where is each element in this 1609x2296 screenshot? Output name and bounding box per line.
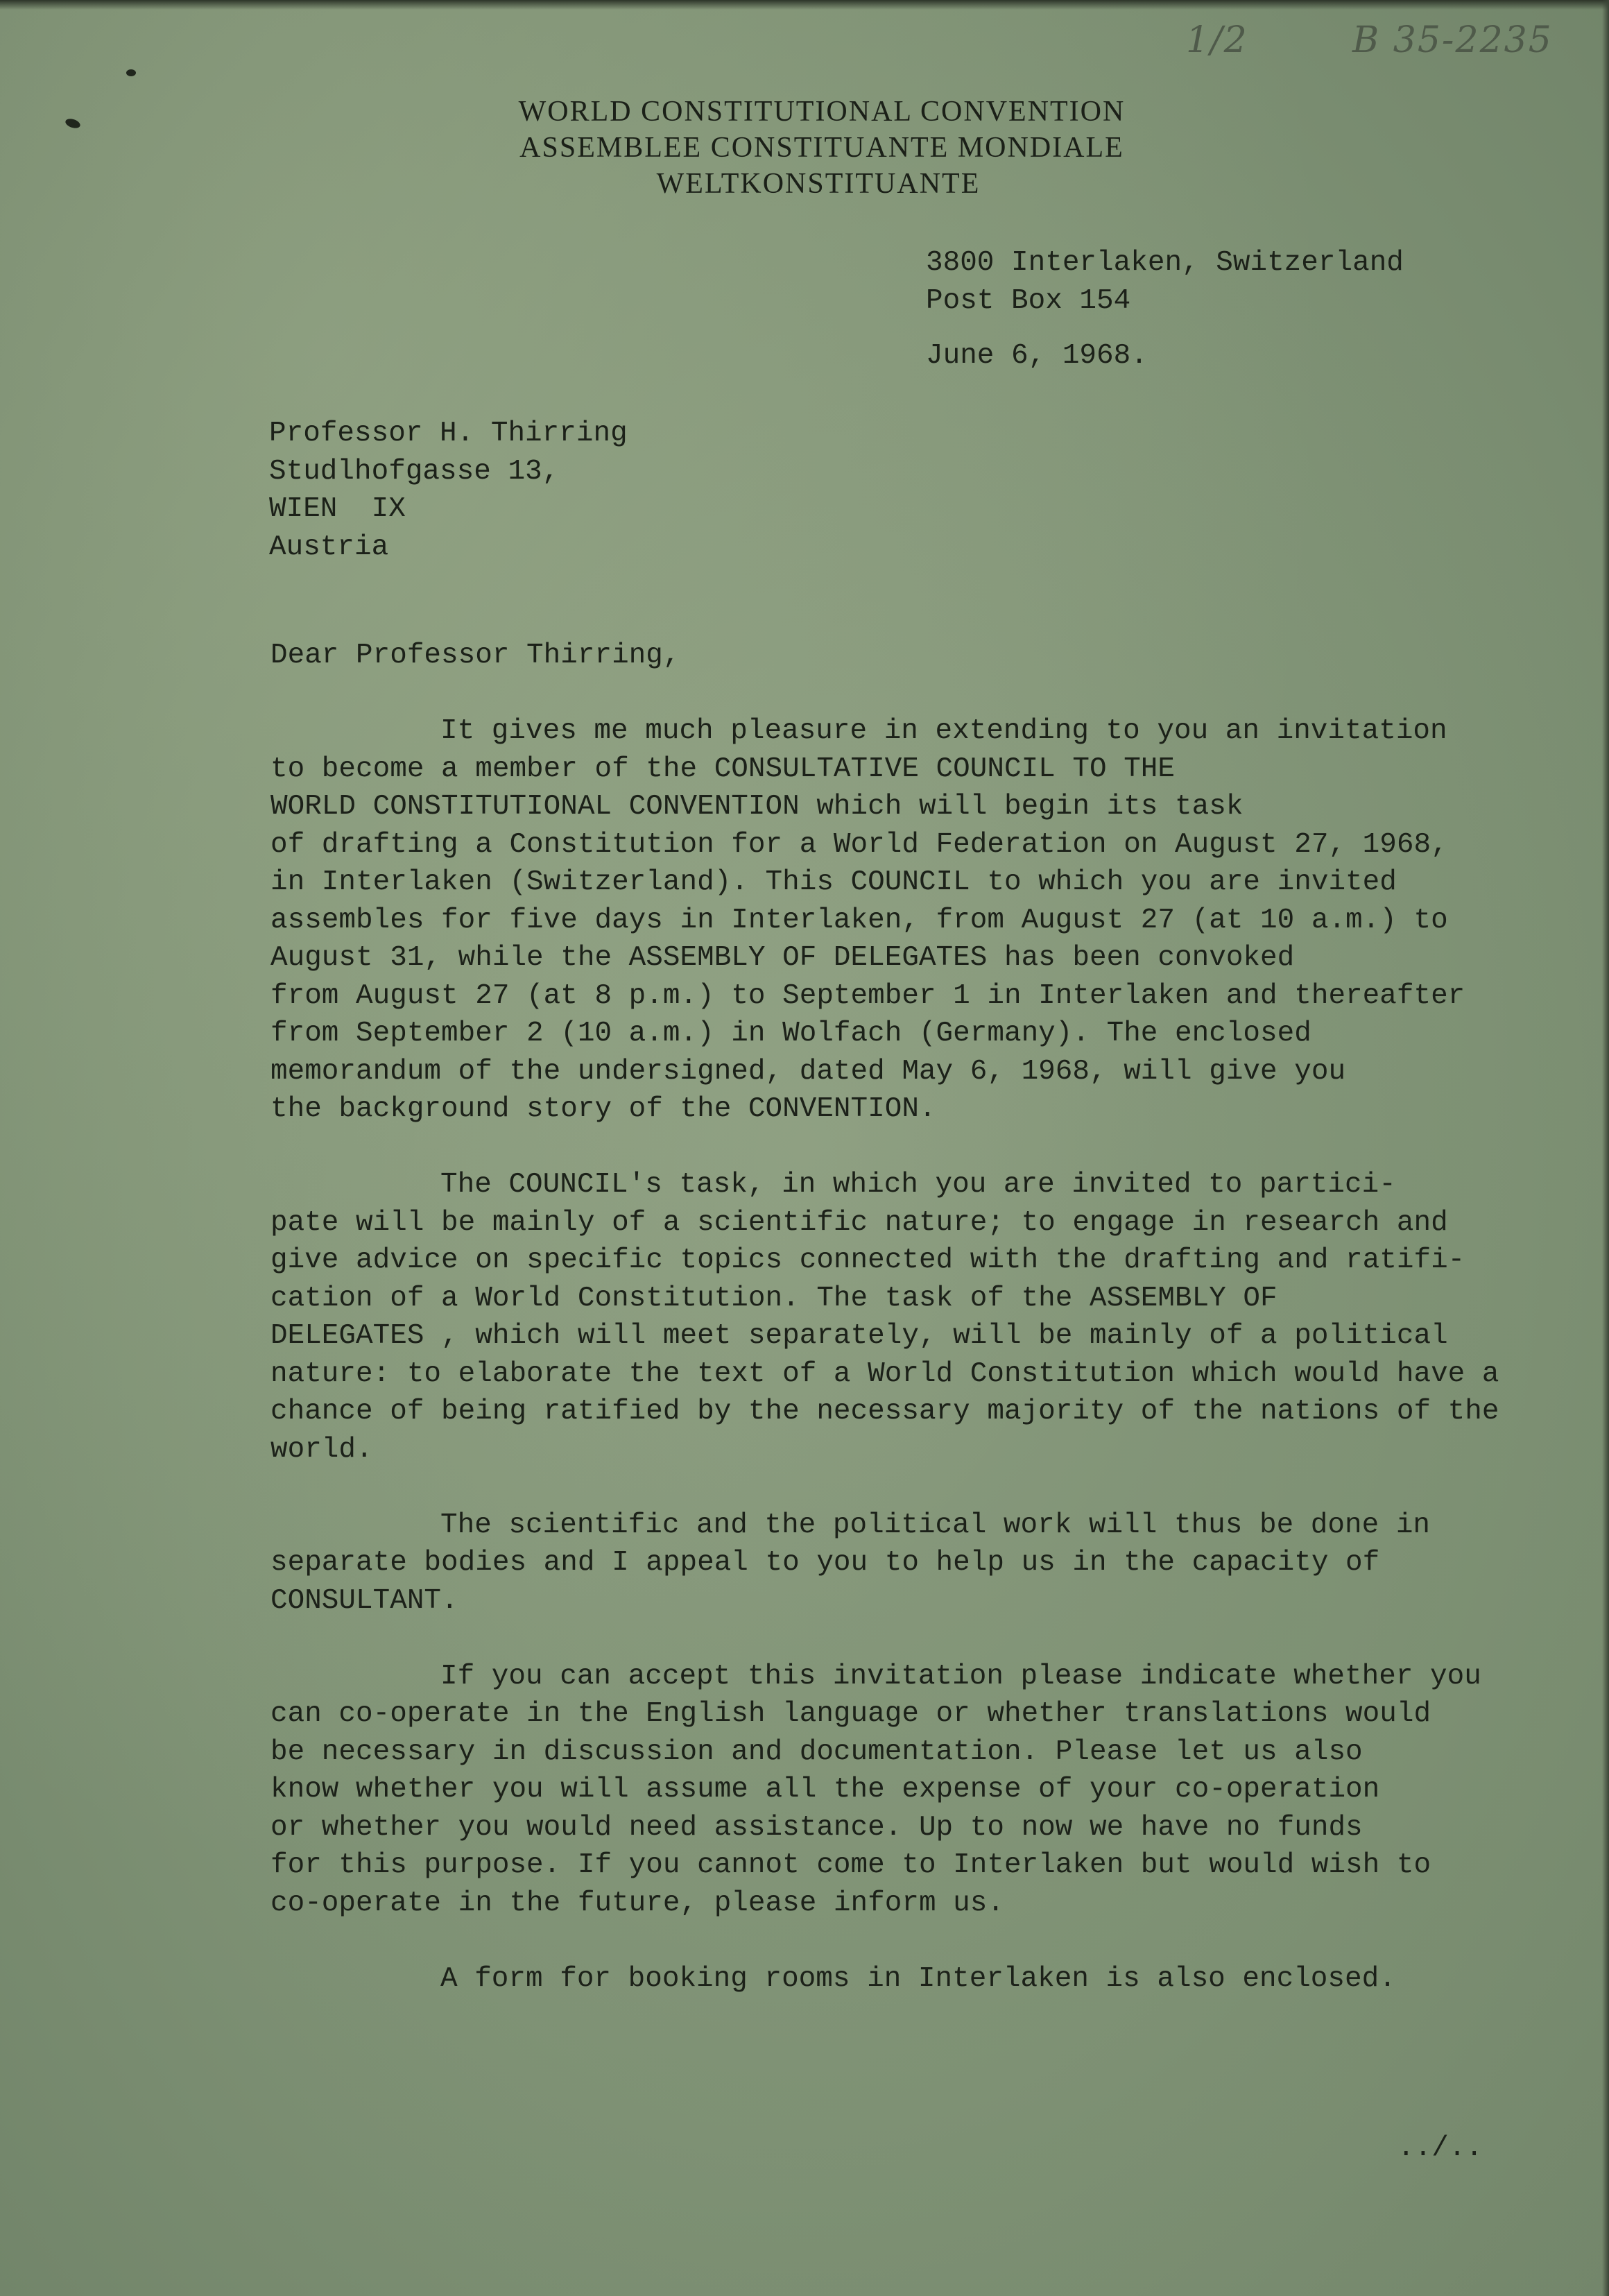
archive-reference-mark: B 35-2235 <box>1352 19 1553 61</box>
paragraph-line: for this purpose. If you cannot come to Interlaken but would wish to <box>270 1849 1431 1881</box>
sender-address-line: Post Box 154 <box>926 284 1131 317</box>
paragraph-line: It gives me much pleasure in extending to you an invitation <box>440 715 1447 747</box>
paragraph-line: A form for booking rooms in Interlaken is also enclosed. <box>440 1962 1396 1995</box>
paragraph-line: The scientific and the political work will thus be done in <box>440 1509 1431 1541</box>
paragraph-line: separate bodies and I appeal to you to help us in the capacity of <box>270 1547 1380 1579</box>
paragraph-line: DELEGATES , which will meet separately, will be mainly of a political <box>270 1320 1448 1352</box>
letterhead-english: WORLD CONSTITUTIONAL CONVENTION <box>518 96 1126 128</box>
body-paragraph <box>270 1960 1463 1998</box>
recipient-city: WIEN IX <box>269 493 406 525</box>
paragraph-line: cation of a World Constitution. The task of the ASSEMBLY OF <box>270 1282 1277 1314</box>
paragraph-line: world. <box>270 1433 373 1466</box>
paragraph-line: assembles for five days in Interlaken, from August 27 (at 10 a.m.) to <box>270 904 1448 936</box>
archive-page-mark: 1/2 <box>1186 19 1248 61</box>
recipient-street: Studlhofgasse 13, <box>269 455 560 488</box>
paragraph-line: The COUNCIL's task, in which you are invited to partici- <box>440 1169 1396 1201</box>
body-paragraph <box>270 712 1463 1129</box>
body-paragraph <box>270 1507 1463 1620</box>
paragraph-line: can co-operate in the English language or whether translations would <box>270 1698 1431 1730</box>
paragraph-line: or whether you would need assistance. Up to now we have no funds <box>270 1811 1363 1844</box>
paragraph-line: in Interlaken (Switzerland). This COUNCIL to which you are invited <box>270 866 1397 898</box>
paragraph-line: nature: to elaborate the text of a World Constitution which would have a <box>270 1357 1499 1390</box>
letterhead-french: ASSEMBLEE CONSTITUANTE MONDIALE <box>519 132 1124 164</box>
ink-spot <box>126 69 136 76</box>
body-paragraph <box>270 1658 1481 1923</box>
paragraph-line: co-operate in the future, please inform us. <box>270 1887 1004 1919</box>
letter-body <box>270 712 1499 1998</box>
sender-address-line: 3800 Interlaken, Switzerland <box>926 247 1404 279</box>
paper-top-edge <box>0 0 1609 10</box>
paragraph-line: the background story of the CONVENTION. <box>270 1093 936 1125</box>
recipient-country: Austria <box>269 531 389 563</box>
paragraph-line: to become a member of the CONSULTATIVE COUNCIL TO THE <box>270 753 1176 785</box>
paragraph-line: CONSULTANT. <box>270 1584 458 1617</box>
paragraph-line: give advice on specific topics connected with the drafting and ratifi- <box>270 1244 1465 1276</box>
letter-date: June 6, 1968. <box>926 340 1148 372</box>
paragraph-line: memorandum of the undersigned, dated May 6, 1968, will give you <box>270 1055 1346 1088</box>
recipient-name: Professor H. Thirring <box>269 418 628 449</box>
letterhead-german: WELTKONSTITUANTE <box>656 168 981 200</box>
paragraph-line: pate will be mainly of a scientific nature; to engage in research and <box>270 1206 1448 1239</box>
paragraph-line: from September 2 (10 a.m.) in Wolfach (Germany). The enclosed <box>270 1018 1311 1050</box>
letterhead <box>0 94 1609 202</box>
recipient-address <box>269 415 628 566</box>
paragraph-line: from August 27 (at 8 p.m.) to September 1 in Interlaken and thereafter <box>270 979 1465 1012</box>
paragraph-line: know whether you will assume all the expense of your co-operation <box>270 1774 1380 1806</box>
paragraph-line: August 31, while the ASSEMBLY OF DELEGATES has been convoked <box>270 942 1295 974</box>
paragraph-line: be necessary in discussion and documentation. Please let us also <box>270 1736 1363 1768</box>
paragraph-line: WORLD CONSTITUTIONAL CONVENTION which will begin its task <box>270 791 1244 823</box>
body-paragraph <box>270 1166 1499 1468</box>
paper-right-edge <box>1602 0 1609 2296</box>
sender-address <box>926 244 1404 320</box>
paragraph-line: chance of being ratified by the necessary majority of the nations of the <box>270 1396 1499 1428</box>
salutation: Dear Professor Thirring, <box>270 640 680 671</box>
paragraph-line: of drafting a Constitution for a World Federation on August 27, 1968, <box>270 828 1448 861</box>
continuation-mark: ../.. <box>1397 2132 1483 2164</box>
paragraph-line: If you can accept this invitation please indicate whether you <box>440 1660 1481 1693</box>
